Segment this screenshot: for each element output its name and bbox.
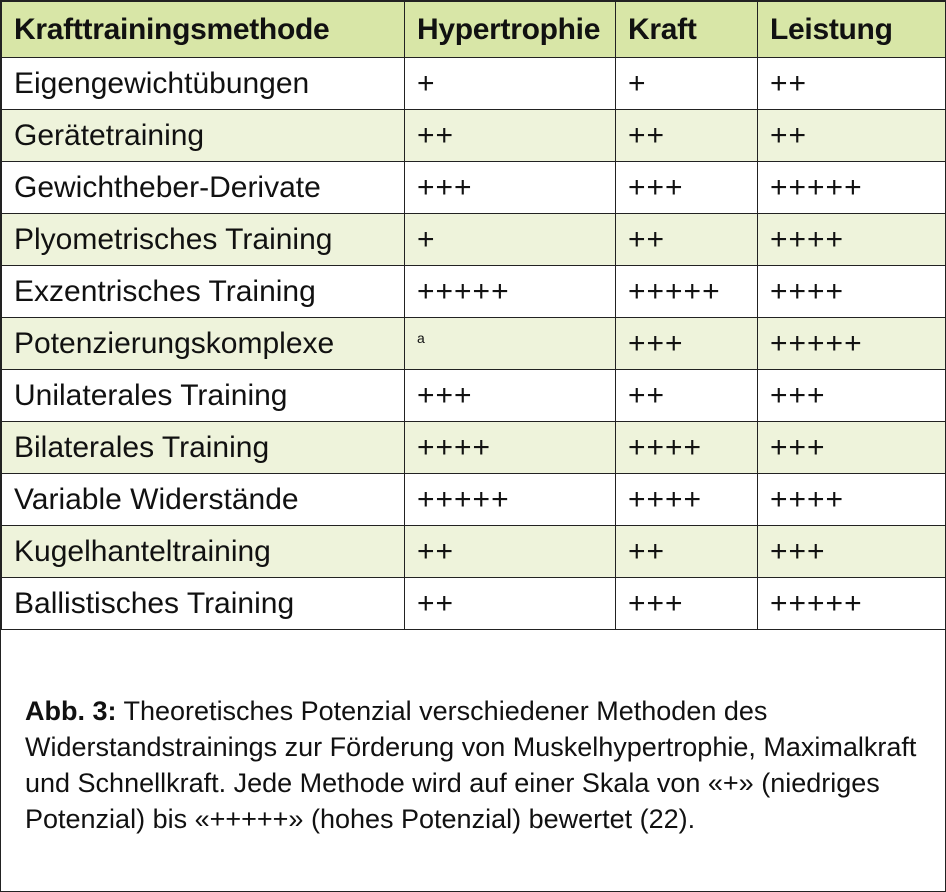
power-rating: ++ (758, 58, 946, 110)
table-row (2, 370, 946, 422)
hypertrophy-rating: + (405, 58, 616, 110)
header-row (2, 2, 946, 58)
strength-rating: ++ (616, 526, 758, 578)
method-cell: Variable Widerstände (2, 474, 405, 526)
header-power: Leistung (758, 2, 946, 58)
table-row (2, 266, 946, 318)
table-row (2, 58, 946, 110)
strength-rating: ++ (616, 214, 758, 266)
power-rating: +++++ (758, 578, 946, 630)
strength-rating: +++++ (616, 266, 758, 318)
hypertrophy-rating: +++++ (405, 474, 616, 526)
hypertrophy-rating: ++ (405, 526, 616, 578)
power-rating: +++++ (758, 318, 946, 370)
header-hypertrophy: Hypertrophie (405, 2, 616, 58)
hypertrophy-rating: ++ (405, 578, 616, 630)
strength-rating: +++ (616, 578, 758, 630)
hypertrophy-rating: ++ (405, 110, 616, 162)
method-cell: Gerätetraining (2, 110, 405, 162)
hypertrophy-rating: +++ (405, 162, 616, 214)
strength-rating: ++ (616, 370, 758, 422)
power-rating: ++++ (758, 266, 946, 318)
rating-table (1, 1, 946, 630)
caption-label: Abb. 3: (25, 696, 117, 726)
hypertrophy-rating (405, 318, 616, 370)
method-cell: Bilaterales Training (2, 422, 405, 474)
method-cell: Ballistisches Training (2, 578, 405, 630)
power-rating: +++ (758, 422, 946, 474)
table-row (2, 578, 946, 630)
table-row (2, 318, 946, 370)
power-rating: ++++ (758, 474, 946, 526)
table-row (2, 422, 946, 474)
method-cell: Kugelhanteltraining (2, 526, 405, 578)
method-cell: Gewichtheber-Derivate (2, 162, 405, 214)
method-cell: Unilaterales Training (2, 370, 405, 422)
strength-rating: +++ (616, 162, 758, 214)
power-rating: +++ (758, 370, 946, 422)
strength-rating: ++++ (616, 422, 758, 474)
strength-rating: ++++ (616, 474, 758, 526)
header-strength: Kraft (616, 2, 758, 58)
power-rating: +++++ (758, 162, 946, 214)
method-cell: Exzentrisches Training (2, 266, 405, 318)
hypertrophy-rating: + (405, 214, 616, 266)
method-cell: Potenzierungskomplexe (2, 318, 405, 370)
table-row (2, 110, 946, 162)
figure-caption (25, 693, 925, 837)
strength-rating: + (616, 58, 758, 110)
method-cell: Plyometrisches Training (2, 214, 405, 266)
footnote-marker: a (417, 329, 425, 346)
strength-rating: +++ (616, 318, 758, 370)
power-rating: ++ (758, 110, 946, 162)
table-row (2, 474, 946, 526)
hypertrophy-rating: +++ (405, 370, 616, 422)
table-row (2, 214, 946, 266)
header-method: Krafttrainingsmethode (2, 2, 405, 58)
power-rating: +++ (758, 526, 946, 578)
hypertrophy-rating: +++++ (405, 266, 616, 318)
method-cell: Eigengewichtübungen (2, 58, 405, 110)
caption-text: Theoretisches Potenzial verschiedener Methoden des Widerstandstrainings zur Förderung von Muskelhypertrophie, Maximalkraft und Schnellkraft. Jede Methode wird auf einer Skala von «+» (niedriges Potenzial) bis «+++++» (hohes Potenzial) bewertet (22). (25, 696, 917, 834)
strength-rating: ++ (616, 110, 758, 162)
hypertrophy-rating: ++++ (405, 422, 616, 474)
table-row (2, 162, 946, 214)
power-rating: ++++ (758, 214, 946, 266)
table-row (2, 526, 946, 578)
